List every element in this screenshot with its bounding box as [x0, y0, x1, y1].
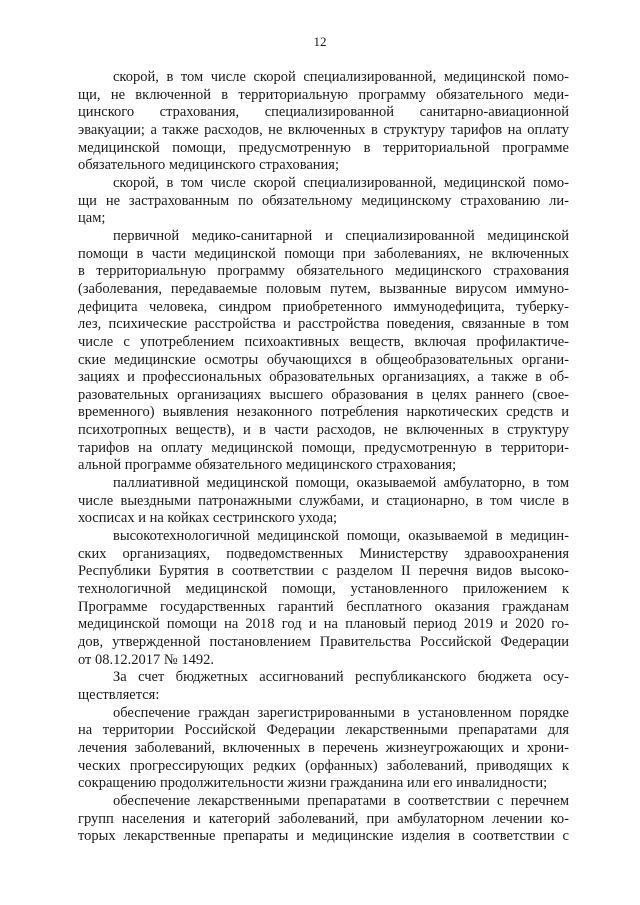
text-line: щи, не включенной в территориальную программу обязательного меди-: [78, 86, 569, 103]
text-line: высокотехнологичной медицинской помощи, оказываемой в медицин-: [113, 528, 569, 545]
paragraph: [78, 175, 569, 228]
text-line: скорой, в том числе скорой специализированной, медицинской помо-: [113, 69, 569, 85]
text-line: (заболевания, передаваемые половым путем, вызванные вирусом иммуно-: [78, 280, 569, 297]
text-line: альной программе обязательного медицинского страхования;: [78, 457, 457, 474]
text-line: помощи в части медицинской помощи при заболеваниях, не включенных: [78, 245, 569, 262]
text-line: технологичной медицинской помощи, установленного приложением к: [78, 581, 569, 598]
text-line: медицинской помощи на 2018 год и на плановый период 2019 и 2020 го-: [78, 616, 569, 633]
text-line: обеспечение лекарственными препаратами в соответствии с перечнем: [113, 792, 569, 809]
text-line: дов, утвержденной постановлением Правительства Российской Федерации: [78, 634, 569, 650]
text-line: цинского страхования, специализированной санитарно-авиационной: [78, 104, 569, 121]
text-line: на территории Российской Федерации лекарственными препаратами для: [78, 722, 569, 739]
paragraph: [78, 793, 569, 846]
paragraph: [78, 528, 569, 669]
document-body: [78, 69, 569, 846]
text-line: временного) выявления незаконного потребления наркотических средств и: [78, 404, 569, 421]
text-line: в территориальную программу обязательного медицинского страхования: [78, 263, 569, 280]
text-line: Программе государственных гарантий бесплатного оказания гражданам: [78, 598, 569, 615]
text-line: За счет бюджетных ассигнований республиканского бюджета осу-: [113, 669, 569, 686]
text-line: Республики Бурятия в соответствии с разделом II перечня видов высоко-: [78, 563, 569, 580]
page-number: 12: [313, 34, 327, 49]
text-line: ществляется:: [78, 686, 160, 703]
text-line: щи не застрахованным по обязательному медицинскому страхованию ли-: [78, 192, 569, 209]
text-line: ские медицинские осмотры обучающихся в общеобразовательных органи-: [78, 351, 569, 368]
text-line: ских организациях, подведомственных Министерству здравоохранения: [78, 545, 569, 562]
text-line: торых лекарственные препараты и медицинские изделия в соответствии с: [78, 828, 569, 845]
text-line: ческих прогрессирующих редких (орфанных) заболеваний, приводящих к: [78, 757, 569, 774]
text-line: зациях и профессиональных образовательных организациях, а также в об-: [78, 369, 569, 386]
text-line: психотропных веществ), и в части расходов, не включенных в структуру: [78, 422, 569, 439]
paragraph: [78, 69, 569, 175]
text-line: числе выездными патронажными службами, и стационарно, в том числе в: [78, 492, 569, 509]
text-line: хосписах и на койках сестринского ухода;: [78, 510, 338, 527]
paragraph: [78, 705, 569, 793]
paragraph: [78, 669, 569, 704]
text-line: эвакуации; а также расходов, не включенных в структуру тарифов на оплату: [78, 121, 569, 138]
text-line: цам;: [78, 210, 106, 227]
text-line: групп населения и категорий заболеваний, при амбулаторном лечении ко-: [78, 810, 569, 827]
text-line: числе с употреблением психоактивных веществ, включая профилактиче-: [78, 333, 569, 350]
text-line: тарифов на оплату медицинской помощи, предусмотренную в территори-: [78, 439, 569, 456]
text-line: от 08.12.2017 № 1492.: [78, 651, 214, 668]
text-line: скорой, в том числе скорой специализированной, медицинской помо-: [113, 174, 569, 191]
text-line: обязательного медицинского страхования;: [78, 157, 339, 174]
text-line: лечения заболеваний, включенных в перечень жизнеугрожающих и хрони-: [78, 739, 569, 756]
text-line: лез, психические расстройства и расстройства поведения, связанные в том: [78, 316, 569, 333]
paragraph: [78, 475, 569, 528]
text-line: паллиативной медицинской помощи, оказываемой амбулаторно, в том: [113, 475, 569, 492]
paragraph: [78, 228, 569, 475]
text-line: первичной медико-санитарной и специализированной медицинской: [113, 227, 569, 244]
text-line: сокращению продолжительности жизни гражданина или его инвалидности;: [78, 775, 548, 792]
text-line: медицинской помощи, предусмотренную в территориальной программе: [78, 139, 569, 156]
text-line: разовательных организациях высшего образования в целях раннего (свое-: [78, 386, 569, 403]
text-line: дефицита человека, синдром приобретенного иммунодефицита, туберку-: [78, 298, 569, 315]
text-line: обеспечение граждан зарегистрированными в установленном порядке: [113, 704, 569, 721]
